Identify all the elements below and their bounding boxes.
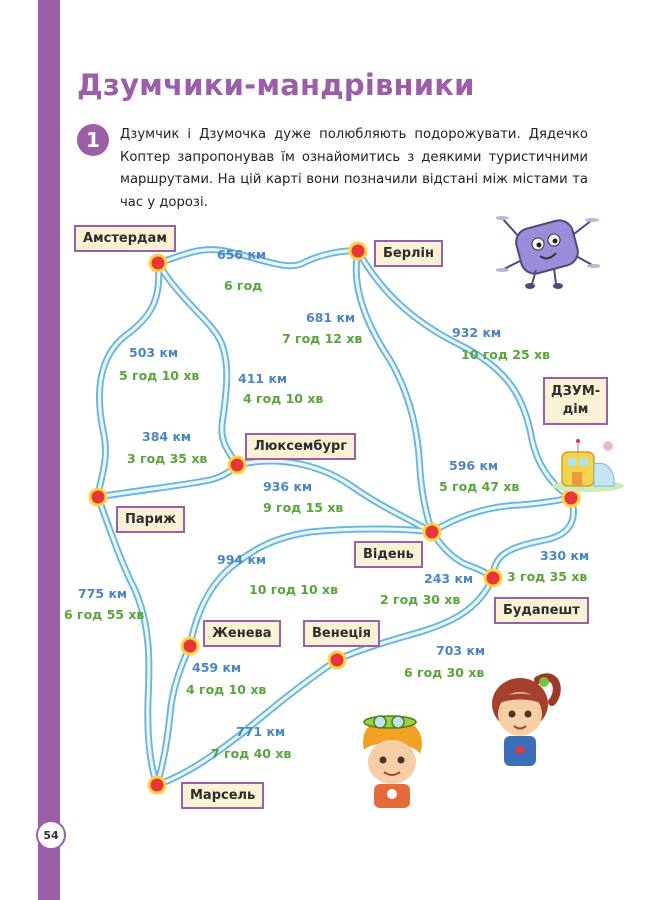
time-geneva-marseille: 4 год 10 хв [186, 682, 267, 697]
time-vienna-budapest: 2 год 30 хв [380, 592, 461, 607]
city-dot-vienna [424, 524, 440, 540]
time-vienna-geneva: 10 год 10 хв [249, 582, 339, 597]
time-berlin-dzum: 10 год 25 хв [461, 347, 551, 362]
page-number: 54 [36, 820, 66, 850]
girl-character-illustration [486, 670, 564, 772]
city-label-budapest: Будапешт [494, 597, 589, 624]
city-label-luxembourg: Люксембург [245, 433, 356, 460]
city-label-marseille: Марсель [181, 782, 264, 809]
city-label-vienna: Відень [354, 541, 423, 568]
city-label-geneva: Женева [203, 620, 281, 647]
distance-vienna-geneva: 994 км [217, 552, 267, 567]
time-amsterdam-luxembourg: 4 год 10 хв [243, 391, 324, 406]
city-label-dzum-dim [543, 377, 608, 425]
city-label-berlin: Берлін [374, 240, 443, 267]
time-amsterdam-paris: 5 год 10 хв [119, 368, 200, 383]
city-label-amsterdam: Амстердам [74, 225, 176, 252]
road-luxembourg-vienna [237, 461, 432, 532]
time-luxembourg-vienna: 9 год 15 хв [263, 500, 344, 515]
city-dot-berlin [350, 243, 366, 259]
distance-berlin-vienna: 681 км [306, 310, 356, 325]
road-dzum-budapest [493, 498, 573, 578]
city-dot-geneva [182, 638, 198, 654]
task-text: Дзумчик і Дзумочка дуже полюбляють подорожувати. Дядечко Коптер запропонував їм ознайомитись з деякими туристичними маршрутами. На цій карті вони позначили відстані між містами та час у дорозі. [120, 127, 588, 210]
drone-character-illustration [496, 208, 600, 292]
city-dot-amsterdam [150, 255, 166, 271]
time-paris-luxembourg: 3 год 35 хв [127, 451, 208, 466]
time-berlin-vienna: 7 год 12 хв [282, 331, 363, 346]
time-amsterdam-berlin: 6 год [224, 278, 263, 293]
page-title: Дзумчики-мандрівники [77, 68, 475, 102]
city-label-dzum-line2: дім [562, 402, 589, 417]
city-label-dzum-line1: ДЗУМ- [551, 384, 601, 399]
city-label-venice: Венеція [303, 620, 380, 647]
distance-amsterdam-paris: 503 км [129, 345, 179, 360]
distance-geneva-marseille: 459 км [192, 660, 242, 675]
time-dzum-budapest: 3 год 35 хв [507, 569, 588, 584]
distance-berlin-dzum: 932 км [452, 325, 502, 340]
city-dot-marseille [149, 777, 165, 793]
distance-luxembourg-vienna: 936 км [263, 479, 313, 494]
distance-venice-marseille: 771 км [236, 724, 286, 739]
time-vienna-dzum: 5 год 47 хв [439, 479, 520, 494]
city-dot-venice [329, 652, 345, 668]
distance-amsterdam-berlin: 656 км [217, 247, 267, 262]
distance-paris-luxembourg: 384 км [142, 429, 192, 444]
boy-character-illustration [352, 712, 432, 808]
distance-amsterdam-luxembourg: 411 км [238, 371, 288, 386]
time-budapest-venice: 6 год 30 хв [404, 665, 485, 680]
distance-budapest-venice: 703 км [436, 643, 486, 658]
dzum-house-illustration [548, 438, 626, 494]
distance-vienna-dzum: 596 км [449, 458, 499, 473]
task-number-badge: 1 [77, 124, 109, 156]
city-dot-budapest [485, 570, 501, 586]
time-venice-marseille: 7 год 40 хв [211, 746, 292, 761]
distance-paris-marseille: 775 км [78, 586, 128, 601]
city-label-paris: Париж [116, 506, 185, 533]
distance-dzum-budapest: 330 км [540, 548, 590, 563]
distance-vienna-budapest: 243 км [424, 571, 474, 586]
city-dot-luxembourg [229, 457, 245, 473]
time-paris-marseille: 6 год 55 хв [64, 607, 145, 622]
city-dot-paris [90, 489, 106, 505]
